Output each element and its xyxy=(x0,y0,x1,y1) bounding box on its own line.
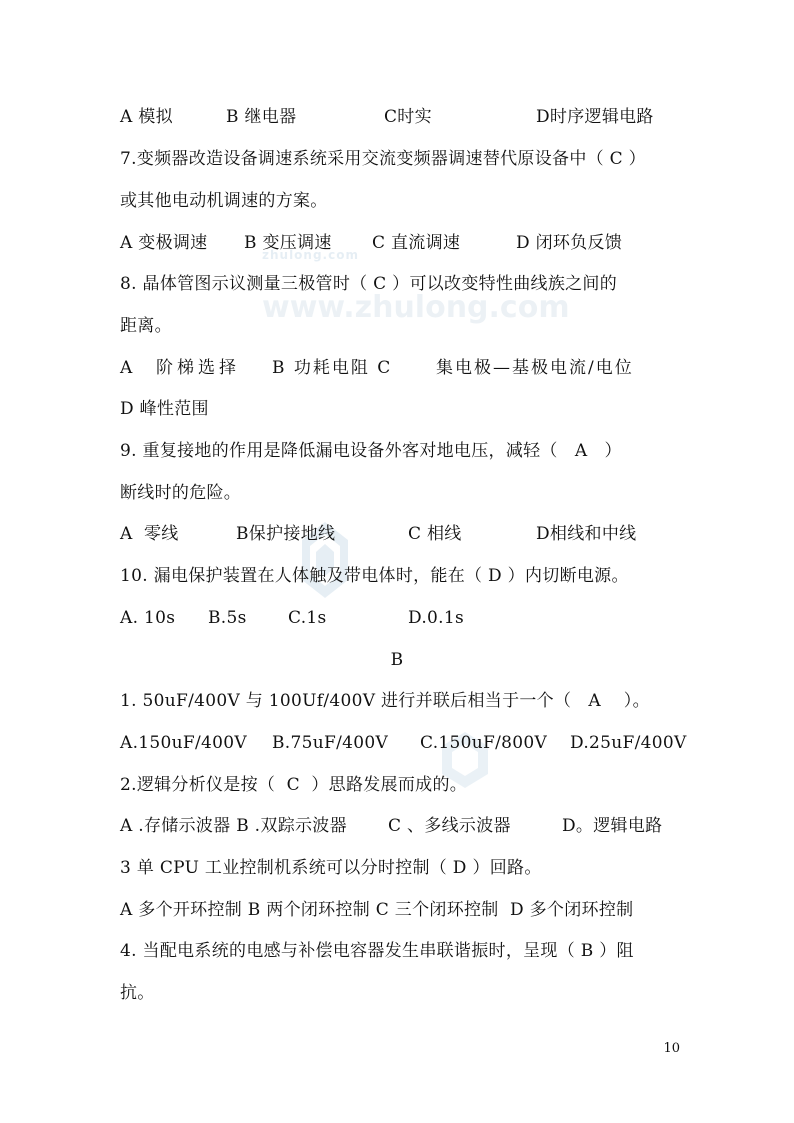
option-a: A 模拟 xyxy=(120,107,173,127)
question-b4-line-2: 抗。 xyxy=(120,983,155,1003)
option-d: D 闭环负反馈 xyxy=(516,233,623,253)
option-a: A.150uF/400V xyxy=(120,733,247,753)
option-c: C时实 xyxy=(384,107,432,127)
options-q8 xyxy=(120,356,680,500)
option-c: C.150uF/800V xyxy=(420,733,548,753)
option-c: C 直流调速 xyxy=(372,233,461,253)
option-c-text: 集电极—基极电流/电位 xyxy=(436,358,634,378)
option-a: A 零线 xyxy=(120,524,179,544)
question-9-line-1: 9. 重复接地的作用是降低漏电设备外客对地电压，减轻（ A ） xyxy=(120,441,622,461)
option-d: D相线和中线 xyxy=(536,524,637,544)
question-7-line-1: 7.变频器改造设备调速系统采用交流变频器调速替代原设备中（ C ） xyxy=(120,149,646,169)
question-9-line-2: 断线时的危险。 xyxy=(120,483,242,503)
option-a-b: A .存储示波器 B .双踪示波器 xyxy=(120,816,347,836)
option-a-text: 阶梯选择 xyxy=(156,358,240,378)
question-8-line-2: 距离。 xyxy=(120,316,172,336)
options-q7 xyxy=(120,231,680,375)
option-d: D时序逻辑电路 xyxy=(536,107,654,127)
option-b-c: B 功耗电阻 C xyxy=(272,358,393,378)
option-b: B 变压调速 xyxy=(244,233,332,253)
question-7-line-2: 或其他电动机调速的方案。 xyxy=(120,191,328,211)
options-b3: A 多个开环控制 B 两个闭环控制 C 三个闭环控制 D 多个闭环控制 xyxy=(120,900,634,920)
option-c: C.1s xyxy=(288,608,327,628)
page-number: 10 xyxy=(663,1041,680,1056)
options-q8-line-2: D 峰性范围 xyxy=(120,399,209,419)
question-b4-line-1: 4. 当配电系统的电感与补偿电容器发生串联谐振时，呈现（ B ）阻 xyxy=(120,941,634,961)
option-c: C 相线 xyxy=(408,524,462,544)
option-c: C 、多线示波器 xyxy=(388,816,511,836)
option-a: A 变极调速 xyxy=(120,233,208,253)
question-b3: 3 单 CPU 工业控制机系统可以分时控制（ D ）回路。 xyxy=(120,858,542,878)
question-8-line-1: 8. 晶体管图示议测量三极管时（ C ）可以改变特性曲线族之间的 xyxy=(120,274,618,294)
question-b2: 2.逻辑分析仪是按（ C ）思路发展而成的。 xyxy=(120,775,468,795)
question-10: 10. 漏电保护装置在人体触及带电体时，能在（ D ）内切断电源。 xyxy=(120,566,629,586)
option-d: D.25uF/400V xyxy=(570,733,687,753)
option-b: B 继电器 xyxy=(226,107,297,127)
option-b: B.5s xyxy=(208,608,247,628)
options-q10 xyxy=(120,606,680,750)
option-b: B.75uF/400V xyxy=(272,733,389,753)
watermark-small-text: zhulong.com xyxy=(262,248,359,262)
option-a-label: A xyxy=(120,358,133,378)
option-a: A. 10s xyxy=(120,608,176,628)
option-d: D。逻辑电路 xyxy=(562,816,663,836)
watermark-large-text: www.zhulong.com xyxy=(262,290,570,325)
options-q6 xyxy=(120,105,680,249)
option-d: D.0.1s xyxy=(408,608,464,628)
section-heading-b: B xyxy=(390,650,404,670)
option-b: B保护接地线 xyxy=(236,524,336,544)
question-b1: 1. 50uF/400V 与 100Uf/400V 进行并联后相当于一个（ A ）。 xyxy=(120,691,650,711)
